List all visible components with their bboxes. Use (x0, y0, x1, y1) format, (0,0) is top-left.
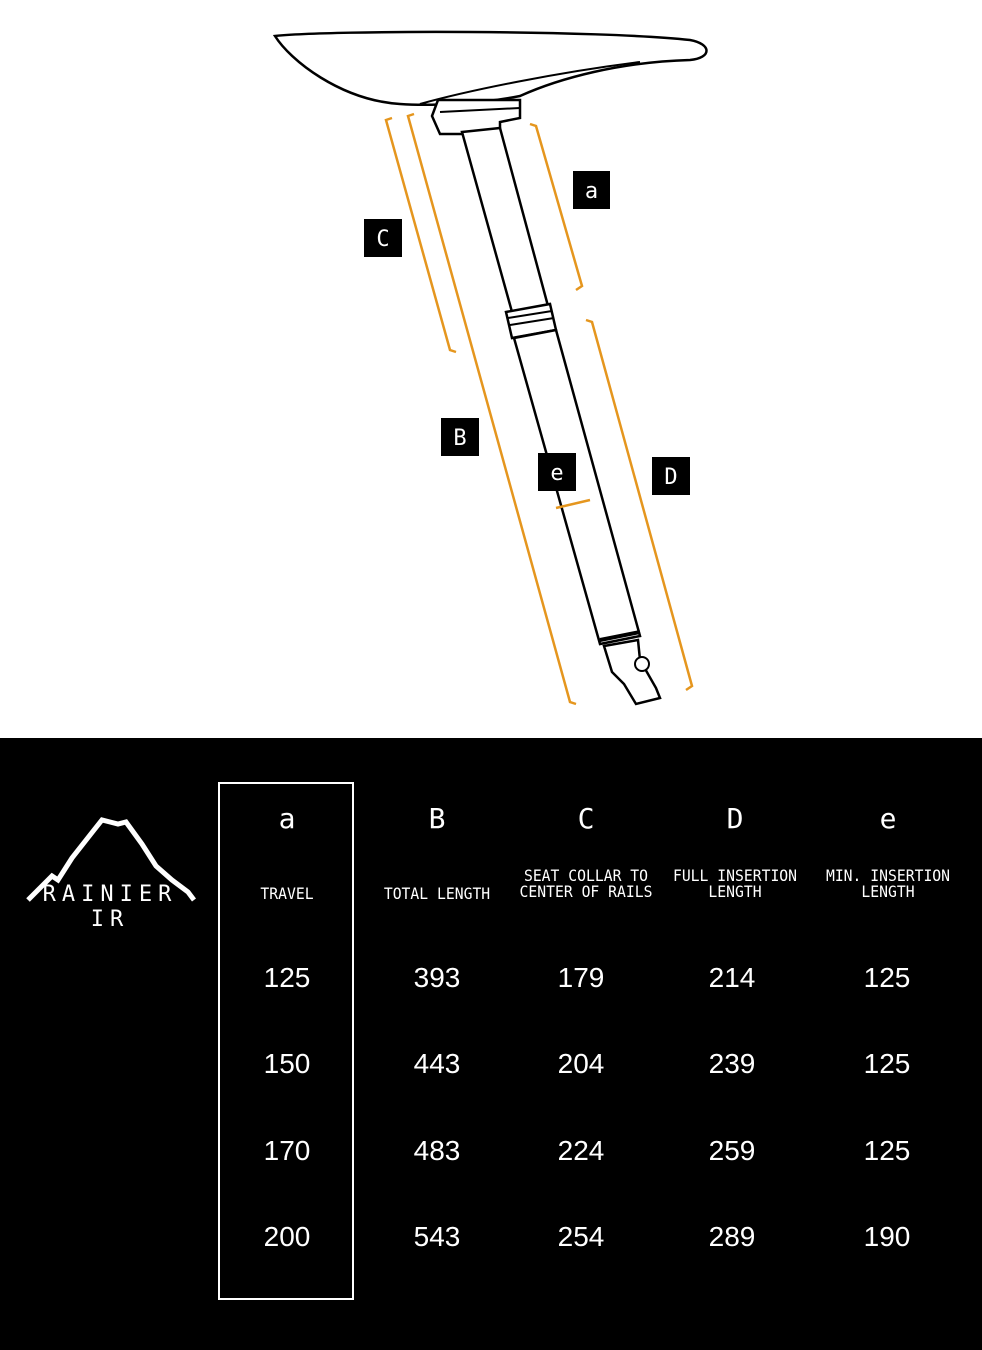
table-cell: 179 (557, 962, 605, 993)
callout-e-text: e (550, 461, 564, 486)
callout-a (573, 171, 610, 209)
table-cell: 170 (263, 1135, 311, 1166)
callout-b-text: B (453, 426, 467, 451)
column-seat-collar (506, 740, 666, 1350)
column-full-insertion (658, 740, 812, 1350)
table-cell: 125 (863, 1048, 911, 1079)
saddle-shape (275, 32, 707, 105)
table-cell: 204 (557, 1048, 605, 1079)
cable-actuator (604, 640, 660, 704)
callout-c (364, 219, 402, 257)
table-cell: 443 (413, 1048, 461, 1079)
column-travel (212, 740, 362, 1350)
table-cell: 125 (263, 962, 311, 993)
column-letter: a (278, 802, 296, 835)
table-cell: 125 (863, 962, 911, 993)
spec-table (0, 740, 982, 1350)
callout-b (441, 418, 479, 456)
table-cell: 125 (863, 1135, 911, 1166)
column-label: FULL INSERTION LENGTH (672, 866, 798, 901)
column-label: TRAVEL (260, 884, 314, 903)
seatpost-clamp (432, 100, 520, 134)
column-letter: e (879, 802, 897, 835)
table-cell: 289 (708, 1221, 756, 1252)
table-cell: 150 (263, 1048, 311, 1079)
table-cell: 543 (413, 1221, 461, 1252)
brand-name: RAINIER IR (42, 882, 178, 932)
column-label: TOTAL LENGTH (383, 884, 491, 903)
callout-d (652, 457, 690, 495)
column-label: SEAT COLLAR TO CENTER OF RAILS (519, 866, 653, 901)
table-cell: 190 (863, 1221, 911, 1252)
table-cell: 200 (263, 1221, 311, 1252)
upper-stanchion (462, 128, 548, 312)
table-cell: 393 (413, 962, 461, 993)
column-letter: C (577, 802, 595, 835)
column-letter: B (428, 802, 446, 835)
callout-c-text: C (376, 227, 390, 252)
table-cell: 214 (708, 962, 756, 993)
table-cell: 259 (708, 1135, 756, 1166)
callout-e (538, 453, 576, 491)
column-label: MIN. INSERTION LENGTH (825, 866, 951, 901)
table-cell: 483 (413, 1135, 461, 1166)
column-letter: D (726, 802, 744, 835)
callout-d-text: D (664, 465, 678, 490)
table-cell: 224 (557, 1135, 605, 1166)
table-cell: 254 (557, 1221, 605, 1252)
column-min-insertion (810, 740, 966, 1350)
column-total-length (362, 740, 512, 1350)
actuator-bolt (635, 657, 649, 671)
lower-tube (514, 330, 640, 644)
callout-a-text: a (584, 179, 599, 204)
table-cell: 239 (708, 1048, 756, 1079)
